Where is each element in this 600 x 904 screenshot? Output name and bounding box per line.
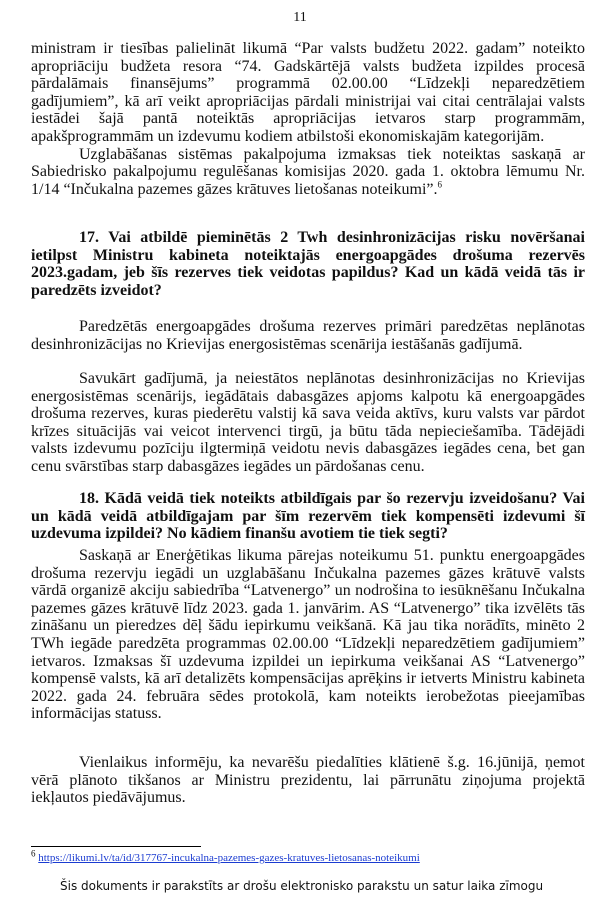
intro-section xyxy=(31,40,585,198)
paragraph-storage-costs: Uzglabāšanas sistēmas pakalpojuma izmaksas tiek noteiktas saskaņā ar Sabiedrisko pakalpojumu regulēšanas komisijas 2020. gada 1. oktobra lēmumu Nr. 1/14 “Inčukalna pazemes gāzes krātuves lietošanas noteikumi”.$^6$ xyxy=(31,145,585,198)
footnote-number: 6 xyxy=(31,848,36,859)
question-18: 18. Kādā veidā tiek noteikts atbildīgais par šo rezervju izveidošanu? Vai un kādā veidā atbildīgajam par šīm rezervēm tiek kompensēti izdevumi šī uzdevuma izpildei? No kādiem finanšu avotiem tie tiek segti? xyxy=(31,490,585,543)
answer-17-paragraph-2: Savukārt gadījumā, ja neiestātos neplānotas desinhronizācijas no Krievijas energosistēmas scenārijs, iegādātais dabasgāzes apjoms kalpotu kā energoapgādes drošuma rezerves, kuras piederētu valstij kā sava veida aktīvs, kuru valsts var pārdot krīzes situācijās vai veicot intervenci tirgū, ja būtu tāda nepieciešamība. Tādējādi valsts izdevumu pozīciju ilgtermiņā veidotu nevis dabasgāzes iegādes cena, bet gan cenu svārstības starp dabasgāzes iegādes un pārdošanas cenu. xyxy=(31,370,585,475)
answer-17-paragraph-1: Paredzētās energoapgādes drošuma rezerves primāri paredzētas neplānotas desinhronizācijas no Krievijas energosistēmas scenārija iestāšanās gadījumā. xyxy=(31,318,585,353)
question-17: 17. Vai atbildē pieminētās 2 Twh desinhronizācijas risku novēršanai ietilpst Ministru kabineta noteiktajās energoapgādes drošuma rezervēs 2023.gadam, jeb šīs rezerves tiek veidotas papildus? Kad un kādā veidā tās ir paredzēts izveidot? xyxy=(31,229,585,299)
footnote xyxy=(31,848,420,864)
footnote-divider xyxy=(31,846,201,847)
answer-18: Saskaņā ar Enerģētikas likuma pārejas noteikumu 51. punktu energoapgādes drošuma rezervju iegādi un uzglabāšanu Inčukalna pazemes gāzes krātuvē valsts vārdā organizē akciju sabiedrība “Latvenergo” un nodrošina to iesūknēšanu Inčukalna pazemes gāzes krātuvē līdz 2023. gada 1. janvārim. AS “Latvenergo” tika izvēlēts tās zināšanu un pieredzes dēļ šādu iepirkumu veikšanā. Kā jau tika norādīts, minēto 2 TWh iegāde paredzēta programmas 02.00.00 “Līdzekļi neparedzētiem gadījumiem” ietvaros. Izmaksas šī uzdevuma izpildei un iepirkuma veikšanai AS “Latvenergo” kompensē valsts, kā arī detalizēts kompensācijas aprēķins ir ietverts Ministru kabineta 2022. gada 24. februāra sēdes protokolā, kam noteikts ierobežotas pieejamības informācijas statuss. xyxy=(31,547,585,723)
closing-paragraph: Vienlaikus informēju, ka nevarēšu piedalīties klātienē š.g. 16.jūnijā, ņemot vērā plānoto tikšanos ar Ministru prezidentu, lai pārrunātu ziņojuma projektā iekļautos piedāvājumus. xyxy=(31,754,585,807)
paragraph-appropriations: ministram ir tiesības palielināt likumā “Par valsts budžetu 2022. gadam” noteikto apropriāciju budžeta resora “74. Gadskārtējā valsts budžeta izpildes procesā pārdalāmais finansējums” programmā 02.00.00 “Līdzekļi neparedzētiem gadījumiem”, kā arī veikt apropriācijas pārdali ministrijai vai citai centrālajai valsts iestādei šajā pantā noteiktās apropriācijas ietvaros starp programmām, apakšprogrammām un izdevumu kodiem atbilstoši ekonomiskajām kategorijām. xyxy=(31,40,585,145)
footnote-ref[interactable]: 6 xyxy=(437,179,443,190)
page-number: 11 xyxy=(293,10,307,25)
footnote-link[interactable]: https://likumi.lv/ta/id/317767-incukalna-pazemes-gazes-kratuves-lietosanas-noteikumi xyxy=(38,852,420,864)
signature-notice: Šis dokuments ir parakstīts ar drošu elektronisko parakstu un satur laika zīmogu xyxy=(60,879,544,893)
